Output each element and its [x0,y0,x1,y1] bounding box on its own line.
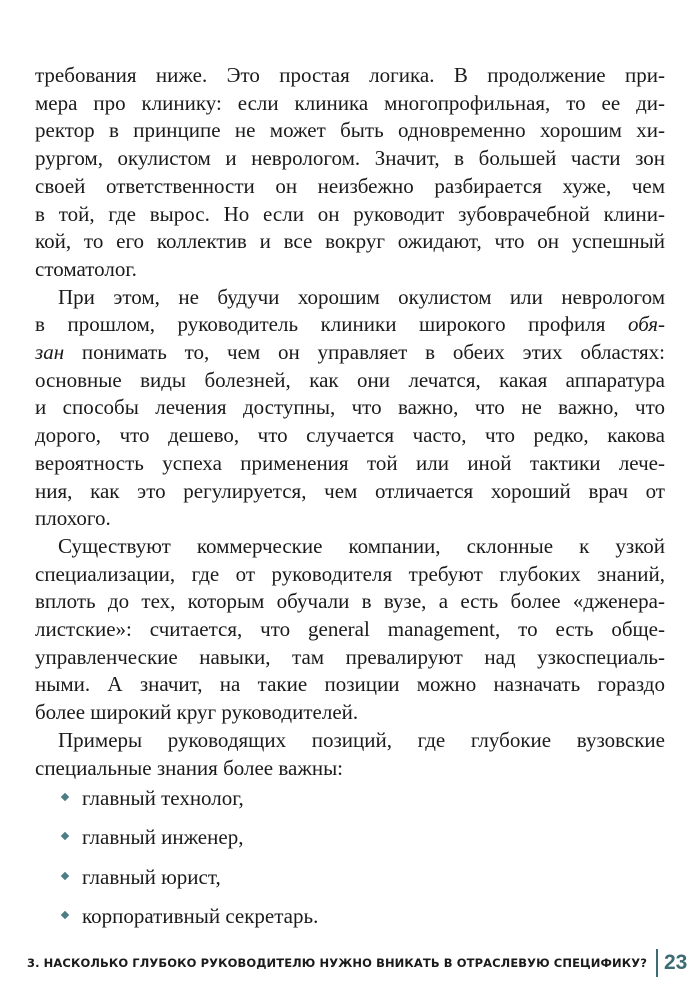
italic-text: обя- [627,312,665,337]
bullet-diamond-icon [61,871,69,879]
text-line [35,615,665,643]
text-line [35,587,665,615]
text-line [35,89,665,117]
text-segment: рургом, окулистом и неврологом. Значит, в большей части зон [35,146,665,171]
text-line [35,116,665,144]
italic-text: зан [35,340,65,364]
page-number: 23 [664,951,688,974]
text-line [35,338,665,366]
text-segment: требования ниже. Это простая логика. В продолжение при- [35,63,665,87]
text-segment: кой, то его коллектив и все вокруг ожидают, что он успешный [35,229,665,254]
text-line [58,283,665,311]
text-segment: основные виды болезней, как они лечатся, какая аппаратура [35,367,665,392]
text-line [35,698,665,726]
text-segment: вероятность успеха применения той или иной тактики лече- [35,450,665,475]
text-line [35,366,665,394]
text-segment: стоматолог. [35,256,137,281]
text-segment: ными. А значит, на такие позиции можно назначать гораздо [35,672,665,697]
text-line [35,227,665,255]
list-item-text: главный технолог, [82,786,244,810]
text-line [35,393,665,421]
bullet-diamond-icon [61,793,69,801]
text-line [35,310,665,338]
running-chapter-title: 3. НАСКОЛЬКО ГЛУБОКО РУКОВОДИТЕЛЮ НУЖНО ВНИКАТЬ В ОТРАСЛЕВУЮ СПЕЦИФИКУ? [27,956,647,970]
text-segment: специализации, где от руководителя требуют глубоких знаний, [35,561,665,586]
text-segment: вплоть до тех, которым обучали в вузе, а есть более «дженера- [35,589,665,614]
text-segment: управленческие навыки, там превалируют над узкоспециаль- [35,644,665,669]
list-item-text: главный юрист, [82,864,221,889]
text-line [35,61,665,89]
text-segment: и способы лечения доступны, что важно, что не важно, что [35,395,665,420]
text-segment: При этом, не будучи хорошим окулистом или неврологом [58,284,665,309]
text-segment: более широкий круг руководителей. [35,700,359,725]
footer-divider [656,949,658,977]
bullet-diamond-icon [61,911,69,919]
list-item-text: корпоративный секретарь. [82,903,319,928]
text-line [35,560,665,588]
text-segment: в прошлом, руководитель клиники широкого профиля [35,312,628,337]
text-line [35,449,665,477]
text-line [35,643,665,671]
text-segment: мера про клинику: если клиника многопрофильная, то ее ди- [35,90,665,115]
list-item-text: главный инженер, [82,825,244,850]
page-footer [27,948,687,978]
text-line [58,726,665,754]
text-line [58,532,665,560]
bullet-diamond-icon [61,832,69,840]
text-line [35,421,665,449]
text-segment: плохого. [35,506,111,531]
text-line [35,172,665,200]
text-line [35,670,665,698]
text-segment: Существуют коммерческие компании, склонные к узкой [58,533,665,558]
text-line [35,200,665,228]
text-segment: понимать то, чем он управляет в обеих этих областях: [64,340,665,364]
text-segment: специальные знания более важны: [35,755,344,780]
text-segment: в той, где вырос. Но если он руководит зубоврачебной клини- [35,201,665,226]
text-segment: Примеры руководящих позиций, где глубокие вузовские [58,727,665,752]
text-segment: листские»: считается, что general management, то есть обще- [35,617,665,641]
text-line [35,255,665,283]
text-line [35,504,665,532]
text-segment: ния, как это регулируется, чем отличается хороший врач от [35,478,665,503]
text-line [35,754,665,782]
text-line [35,477,665,505]
text-segment: своей ответственности он неизбежно разбирается хуже, чем [35,173,665,198]
text-segment: дорого, что дешево, что случается часто, что редко, какова [35,423,665,448]
text-segment: ректор в принципе не может быть одновременно хорошим хи- [35,118,665,143]
text-line [35,144,665,172]
